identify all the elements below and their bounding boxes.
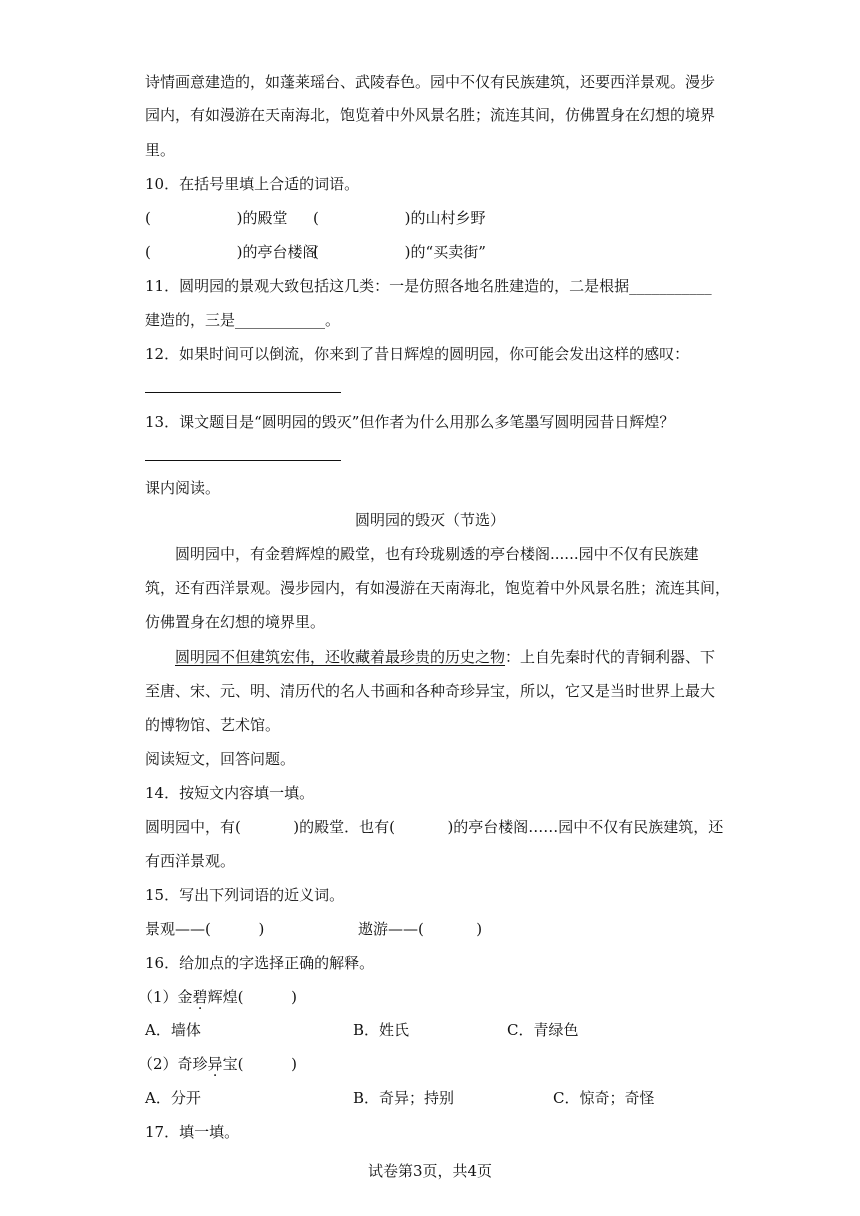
reading-label: 课内阅读。 — [145, 479, 221, 497]
question-17: 17．填一填。 — [145, 1123, 240, 1141]
page-footer: 试卷第3页，共4页 — [367, 1162, 493, 1180]
question-text: 有西洋景观。 — [145, 852, 236, 870]
passage-line: 园内，有如漫游在天南海北，饱览着中外风景名胜；流连其间，仿佛置身在幻想的境界 — [145, 106, 716, 124]
question-text: 16．给加点的字选择正确的解释。 — [145, 954, 375, 972]
option-c: C．青绿色 — [507, 1021, 579, 1039]
question-text: 11．圆明园的景观大致包括这几类：一是仿照各地名胜建造的，二是根据___________ — [145, 277, 712, 295]
question-text: 12．如果时间可以倒流，你来到了昔日辉煌的圆明园，你可能会发出这样的感叹： — [145, 345, 690, 363]
passage-line: 里。 — [145, 141, 176, 159]
reading-line — [175, 647, 715, 667]
blank-item: ( )的亭台楼阁 — [145, 243, 318, 261]
question-text: 13．课文题目是“圆明园的毁灭”但作者为什么用那么多笔墨写圆明园昔日辉煌？ — [145, 413, 675, 431]
question-text: 圆明园中，有( )的殿堂．也有( )的亭台楼阁……园中不仅有民族建筑，还 — [145, 818, 724, 836]
passage-line: 诗情画意建造的，如蓬莱瑶台、武陵春色。园中不仅有民族建筑，还要西洋景观。漫步 — [145, 73, 716, 91]
option-c: C．惊奇；奇怪 — [553, 1089, 655, 1107]
question-text: 建造的，三是____________。 — [145, 311, 341, 329]
option-b: B．奇异；持别 — [353, 1089, 455, 1107]
option-b: B．姓氏 — [353, 1021, 410, 1039]
reading-title: 圆明园的毁灭（节选） — [354, 511, 505, 529]
question-text: 14．按短文内容填一填。 — [145, 784, 315, 802]
reading-line: 圆明园中，有金碧辉煌的殿堂，也有玲珑剔透的亭台楼阁......园中不仅有民族建 — [175, 545, 699, 563]
question-text: 10．在括号里填上合适的词语。 — [145, 175, 360, 193]
reading-text: ：上自先秦时代的青铜利器、下 — [505, 648, 716, 666]
question-text: 15．写出下列词语的近义词。 — [145, 886, 345, 904]
reading-line: 至唐、宋、元、明、清历代的名人书画和各种奇珍异宝，所以，它又是当时世界上最大 — [145, 682, 716, 700]
answer-line — [145, 460, 341, 461]
blank-item: 景观——( ) — [145, 920, 265, 938]
reading-line: 仿佛置身在幻想的境界里。 — [145, 613, 326, 631]
option-a: A．墙体 — [145, 1021, 201, 1039]
underlined-sentence: 圆明园不但建筑宏伟，还收藏着最珍贵的历史之物 — [175, 648, 506, 666]
blank-item: ( )的“买卖街” — [313, 243, 486, 261]
dotted-char: 异 — [207, 1055, 223, 1073]
dotted-char: 碧 — [192, 988, 208, 1006]
sub-question: （1）金碧辉煌( ) — [138, 988, 297, 1006]
instruction: 阅读短文，回答问题。 — [145, 750, 296, 768]
option-a: A．分开 — [145, 1089, 201, 1107]
sub-question: （2）奇珍异宝( ) — [138, 1055, 297, 1073]
blank-item: ( )的山村乡野 — [313, 209, 486, 227]
blank-item: ( )的殿堂 — [145, 209, 288, 227]
answer-line — [145, 392, 341, 393]
reading-line: 筑，还有西洋景观。漫步园内，有如漫游在天南海北，饱览着中外风景名胜；流连其间， — [145, 579, 731, 597]
blank-item: 遨游——( ) — [358, 920, 483, 938]
reading-line: 的博物馆、艺术馆。 — [145, 716, 281, 734]
